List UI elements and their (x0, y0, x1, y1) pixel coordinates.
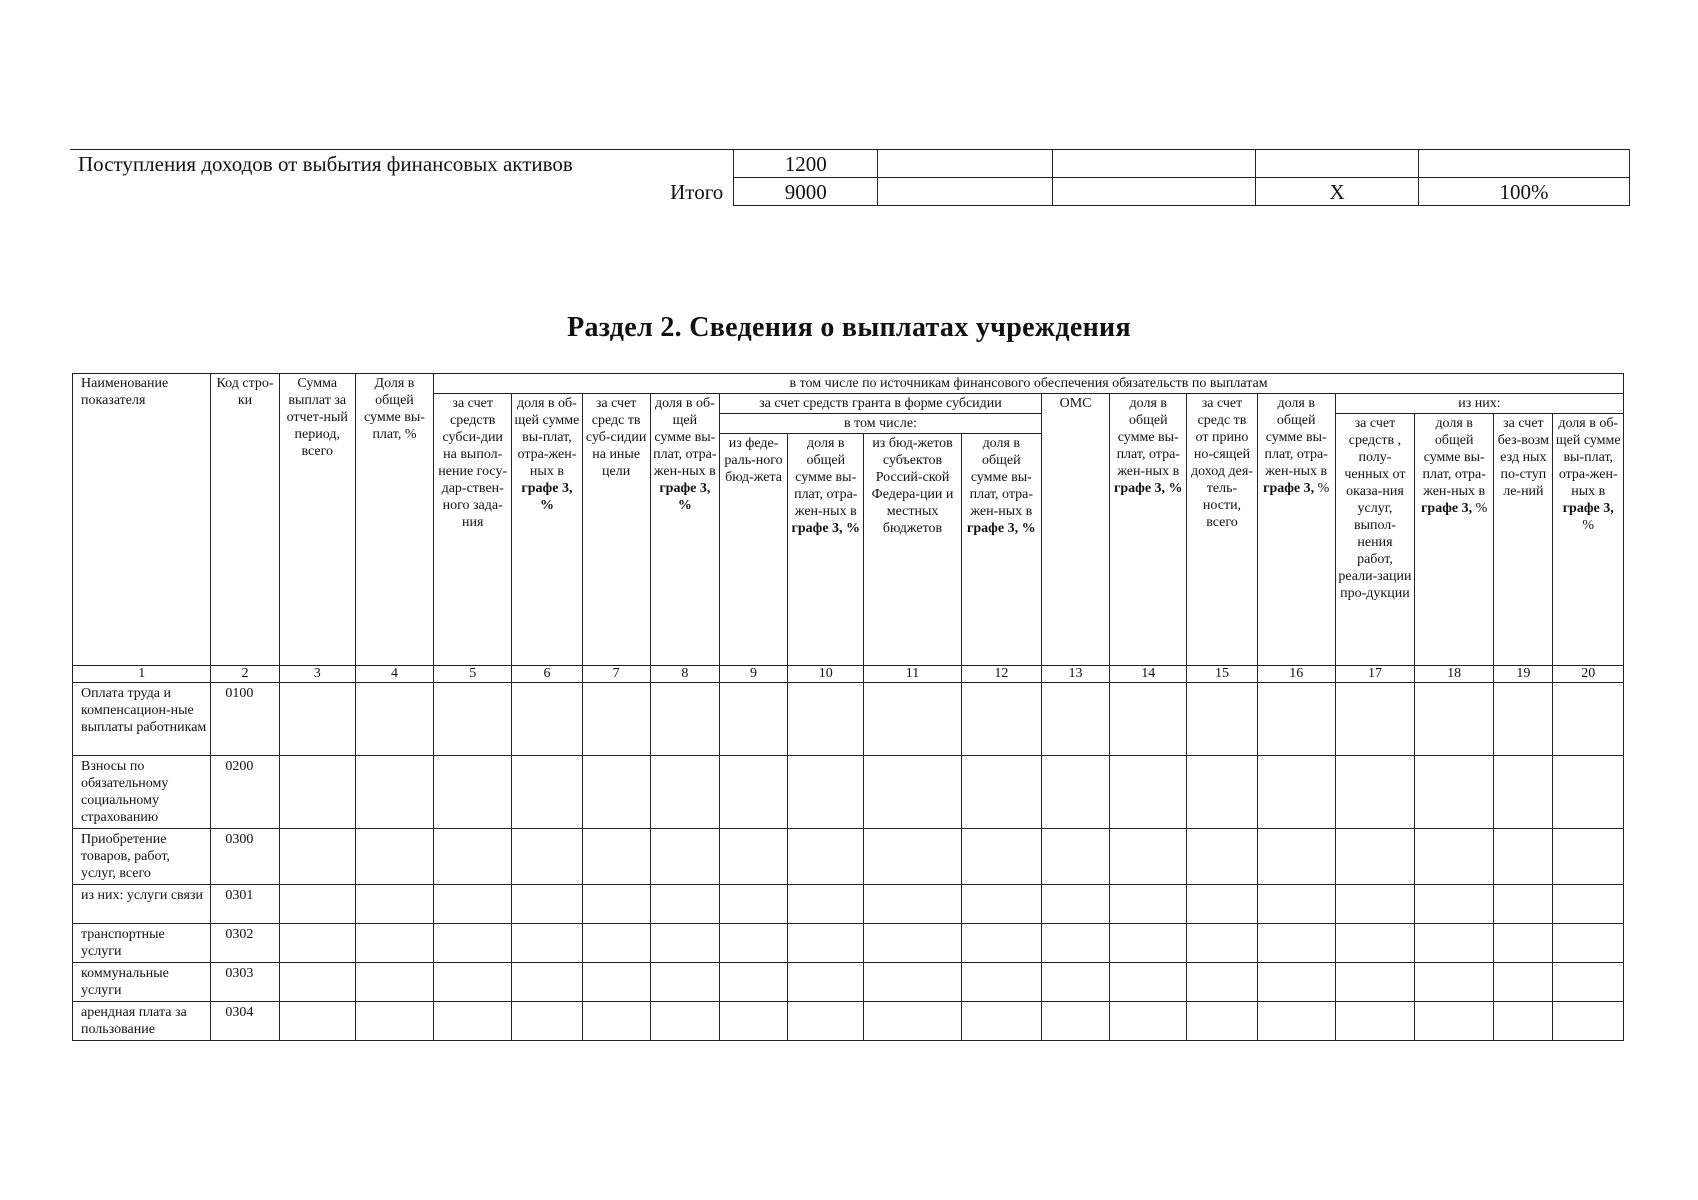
table-cell (650, 963, 719, 1002)
header-col-18: доля в общей сумме вы-плат, отра-жен-ных в графе 3, % (1415, 414, 1494, 666)
table-cell (1257, 963, 1335, 1002)
table-row (70, 150, 1630, 178)
table-cell (1256, 150, 1419, 178)
table-cell (1257, 885, 1335, 924)
column-number: 9 (719, 666, 787, 683)
table-cell (1494, 924, 1553, 963)
table-cell (1187, 829, 1257, 885)
table-cell (788, 1002, 864, 1041)
column-number: 7 (582, 666, 650, 683)
table-cell (512, 924, 582, 963)
header-col-17: за счет средств , полу-ченных от оказа-ния услуг, выпол-нения работ, реали-зации про-дукции (1335, 414, 1414, 666)
table-cell (650, 683, 719, 756)
table-cell (1110, 756, 1187, 829)
table-cell (1494, 756, 1553, 829)
table-row (73, 829, 1624, 885)
row-code: 0304 (211, 1002, 279, 1041)
table-cell (719, 1002, 787, 1041)
table-cell (864, 963, 961, 1002)
table-cell (512, 963, 582, 1002)
table-cell (1110, 829, 1187, 885)
payments-table (72, 373, 1624, 1041)
table-cell (719, 829, 787, 885)
table-cell (1415, 924, 1494, 963)
row-code: 0100 (211, 683, 279, 756)
table-cell (1553, 885, 1624, 924)
table-row (73, 683, 1624, 756)
table-cell (582, 1002, 650, 1041)
table-cell (961, 756, 1041, 829)
column-number: 4 (355, 666, 433, 683)
table-cell (1553, 1002, 1624, 1041)
header-col-14: доля в общей сумме вы-плат, отра-жен-ных в графе 3, % (1110, 394, 1187, 666)
table-cell (1041, 829, 1109, 885)
table-cell (719, 885, 787, 924)
table-cell (512, 756, 582, 829)
table-cell (788, 829, 864, 885)
table-cell (1335, 885, 1414, 924)
table-cell (788, 885, 864, 924)
header-grant-group: за счет средств гранта в форме субсидии (719, 394, 1041, 414)
column-number: 5 (434, 666, 512, 683)
header-share: Доля в общей сумме вы-плат, % (355, 374, 433, 666)
table-cell (434, 829, 512, 885)
column-number: 16 (1257, 666, 1335, 683)
table-cell (355, 756, 433, 829)
table-row (73, 756, 1624, 829)
table-cell (512, 885, 582, 924)
table-cell (1257, 756, 1335, 829)
header-col-16: доля в общей сумме вы-плат, отра-жен-ных в графе 3, % (1257, 394, 1335, 666)
table-cell (279, 885, 355, 924)
row-code: 0302 (211, 924, 279, 963)
header-col-19: за счет без-возм езд ных по-ступ ле-ний (1494, 414, 1553, 666)
table-cell (1041, 963, 1109, 1002)
column-number: 2 (211, 666, 279, 683)
table-cell (864, 756, 961, 829)
table-cell (864, 1002, 961, 1041)
table-cell (1553, 963, 1624, 1002)
header-name: Наименование показателя (73, 374, 211, 666)
header-code: Код стро-ки (211, 374, 279, 666)
row-name: Приобретение товаров, работ, услуг, всего (73, 829, 211, 885)
table-cell (1257, 924, 1335, 963)
table-cell (878, 178, 1053, 206)
table-cell (434, 924, 512, 963)
row-code: 9000 (734, 178, 878, 206)
row-name: транспортные услуги (73, 924, 211, 963)
row-code: 0300 (211, 829, 279, 885)
table-cell (1494, 1002, 1553, 1041)
table-cell (1335, 924, 1414, 963)
table-row (73, 1002, 1624, 1041)
row-code: 0303 (211, 963, 279, 1002)
table-cell (434, 885, 512, 924)
table-cell (1187, 683, 1257, 756)
column-number: 13 (1041, 666, 1109, 683)
row-code: 0301 (211, 885, 279, 924)
table-cell (788, 683, 864, 756)
table-cell (1335, 963, 1414, 1002)
table-cell (1494, 829, 1553, 885)
table-cell (434, 1002, 512, 1041)
table-cell (719, 924, 787, 963)
table-cell (961, 683, 1041, 756)
table-cell (961, 924, 1041, 963)
header-col-15: за счет средс тв от прино но-сящей доход дея-тель-ности, всего (1187, 394, 1257, 666)
table-cell (582, 756, 650, 829)
table-cell (1553, 924, 1624, 963)
income-table (70, 149, 1630, 206)
header-sources-group: в том числе по источникам финансового обеспечения обязательств по выплатам (434, 374, 1624, 394)
table-cell (1187, 1002, 1257, 1041)
table-cell (1187, 756, 1257, 829)
table-cell (279, 924, 355, 963)
table-cell (878, 150, 1053, 178)
table-cell: Х (1256, 178, 1419, 206)
table-cell (279, 963, 355, 1002)
header-of-them: из них: (1335, 394, 1623, 414)
column-numbers-row (73, 666, 1624, 683)
table-cell (355, 1002, 433, 1041)
table-cell (1257, 829, 1335, 885)
row-name: Взносы по обязательному социальному страхованию (73, 756, 211, 829)
table-cell (1110, 924, 1187, 963)
table-cell (961, 885, 1041, 924)
table-cell (1419, 150, 1630, 178)
column-number: 11 (864, 666, 961, 683)
table-cell (1415, 683, 1494, 756)
table-cell (1110, 963, 1187, 1002)
header-col-8: доля в об-щей сумме вы-плат, отра-жен-ных в графе 3, % (650, 394, 719, 666)
table-cell (1494, 963, 1553, 1002)
header-sum: Сумма выплат за отчет-ный период, всего (279, 374, 355, 666)
table-cell (582, 683, 650, 756)
table-cell (1553, 829, 1624, 885)
table-cell (1041, 756, 1109, 829)
column-number: 3 (279, 666, 355, 683)
table-cell (1335, 1002, 1414, 1041)
table-cell (650, 756, 719, 829)
row-name: из них: услуги связи (73, 885, 211, 924)
table-cell (788, 963, 864, 1002)
table-cell (434, 963, 512, 1002)
table-cell (1187, 924, 1257, 963)
table-cell (279, 683, 355, 756)
table-cell (650, 829, 719, 885)
table-cell (1187, 963, 1257, 1002)
table-cell (650, 1002, 719, 1041)
table-cell (650, 924, 719, 963)
table-cell (1257, 1002, 1335, 1041)
table-cell (961, 829, 1041, 885)
column-number: 1 (73, 666, 211, 683)
header-grant-sub: в том числе: (719, 414, 1041, 434)
table-cell (1041, 924, 1109, 963)
table-row (73, 885, 1624, 924)
column-number: 19 (1494, 666, 1553, 683)
column-number: 12 (961, 666, 1041, 683)
row-code: 0200 (211, 756, 279, 829)
header-col-13: ОМС (1041, 394, 1109, 666)
table-cell: 100% (1419, 178, 1630, 206)
row-name: Поступления доходов от выбытия финансовых активов (70, 150, 734, 178)
row-name: коммунальные услуги (73, 963, 211, 1002)
table-cell (719, 683, 787, 756)
table-cell (864, 924, 961, 963)
table-cell (1553, 683, 1624, 756)
table-cell (1415, 963, 1494, 1002)
table-cell (355, 885, 433, 924)
table-cell (512, 1002, 582, 1041)
table-cell (434, 756, 512, 829)
table-cell (1041, 1002, 1109, 1041)
header-col-7: за счет средс тв суб-сидии на иные цели (582, 394, 650, 666)
table-cell (864, 829, 961, 885)
table-cell (434, 683, 512, 756)
column-number: 14 (1110, 666, 1187, 683)
table-cell (864, 885, 961, 924)
table-cell (1110, 1002, 1187, 1041)
row-name: арендная плата за пользование (73, 1002, 211, 1041)
table-cell (1257, 683, 1335, 756)
header-col-20: доля в об-щей сумме вы-плат, отра-жен-ных в графе 3, % (1553, 414, 1624, 666)
table-cell (355, 924, 433, 963)
table-cell (961, 963, 1041, 1002)
table-cell (1553, 756, 1624, 829)
table-cell (1187, 885, 1257, 924)
table-cell (864, 683, 961, 756)
table-cell (582, 924, 650, 963)
table-cell (1415, 885, 1494, 924)
header-col-11: из бюд-жетов субъектов Россий-ской Федера-ции и местных бюджетов (864, 434, 961, 666)
table-cell (788, 756, 864, 829)
column-number: 8 (650, 666, 719, 683)
table-cell (279, 829, 355, 885)
table-cell (719, 963, 787, 1002)
section-title: Раздел 2. Сведения о выплатах учреждения (567, 312, 1131, 343)
column-number: 6 (512, 666, 582, 683)
table-cell (279, 1002, 355, 1041)
header-col-6: доля в об-щей сумме вы-плат, отра-жен-ных в графе 3, % (512, 394, 582, 666)
table-cell (582, 829, 650, 885)
table-cell (650, 885, 719, 924)
table-cell (512, 683, 582, 756)
table-cell (355, 963, 433, 1002)
table-row (70, 178, 1630, 206)
table-row (73, 963, 1624, 1002)
table-cell (582, 885, 650, 924)
table-cell (279, 756, 355, 829)
table-cell (961, 1002, 1041, 1041)
table-cell (1494, 683, 1553, 756)
table-cell (1415, 829, 1494, 885)
table-cell (582, 963, 650, 1002)
table-cell (1041, 683, 1109, 756)
table-cell (355, 829, 433, 885)
table-cell (355, 683, 433, 756)
table-cell (1053, 178, 1256, 206)
row-code: 1200 (734, 150, 878, 178)
total-label: Итого (70, 178, 734, 206)
header-col-10: доля в общей сумме вы-плат, отра-жен-ных в графе 3, % (788, 434, 864, 666)
column-number: 17 (1335, 666, 1414, 683)
table-cell (1415, 756, 1494, 829)
table-cell (1110, 885, 1187, 924)
header-col-5: за счет средств субси-дии на выпол-нение госу-дар-ствен-ного зада-ния (434, 394, 512, 666)
column-number: 15 (1187, 666, 1257, 683)
column-number: 20 (1553, 666, 1624, 683)
column-number: 18 (1415, 666, 1494, 683)
table-cell (1335, 683, 1414, 756)
table-cell (1494, 885, 1553, 924)
header-col-12: доля в общей сумме вы-плат, отра-жен-ных в графе 3, % (961, 434, 1041, 666)
table-cell (1335, 829, 1414, 885)
row-name: Оплата труда и компенсацион-ные выплаты работникам (73, 683, 211, 756)
table-cell (1041, 885, 1109, 924)
table-cell (1053, 150, 1256, 178)
header-col-9: из феде-раль-ного бюд-жета (719, 434, 787, 666)
table-cell (1415, 1002, 1494, 1041)
table-cell (512, 829, 582, 885)
table-row (73, 924, 1624, 963)
table-cell (1110, 683, 1187, 756)
table-cell (719, 756, 787, 829)
table-cell (1335, 756, 1414, 829)
column-number: 10 (788, 666, 864, 683)
table-cell (788, 924, 864, 963)
